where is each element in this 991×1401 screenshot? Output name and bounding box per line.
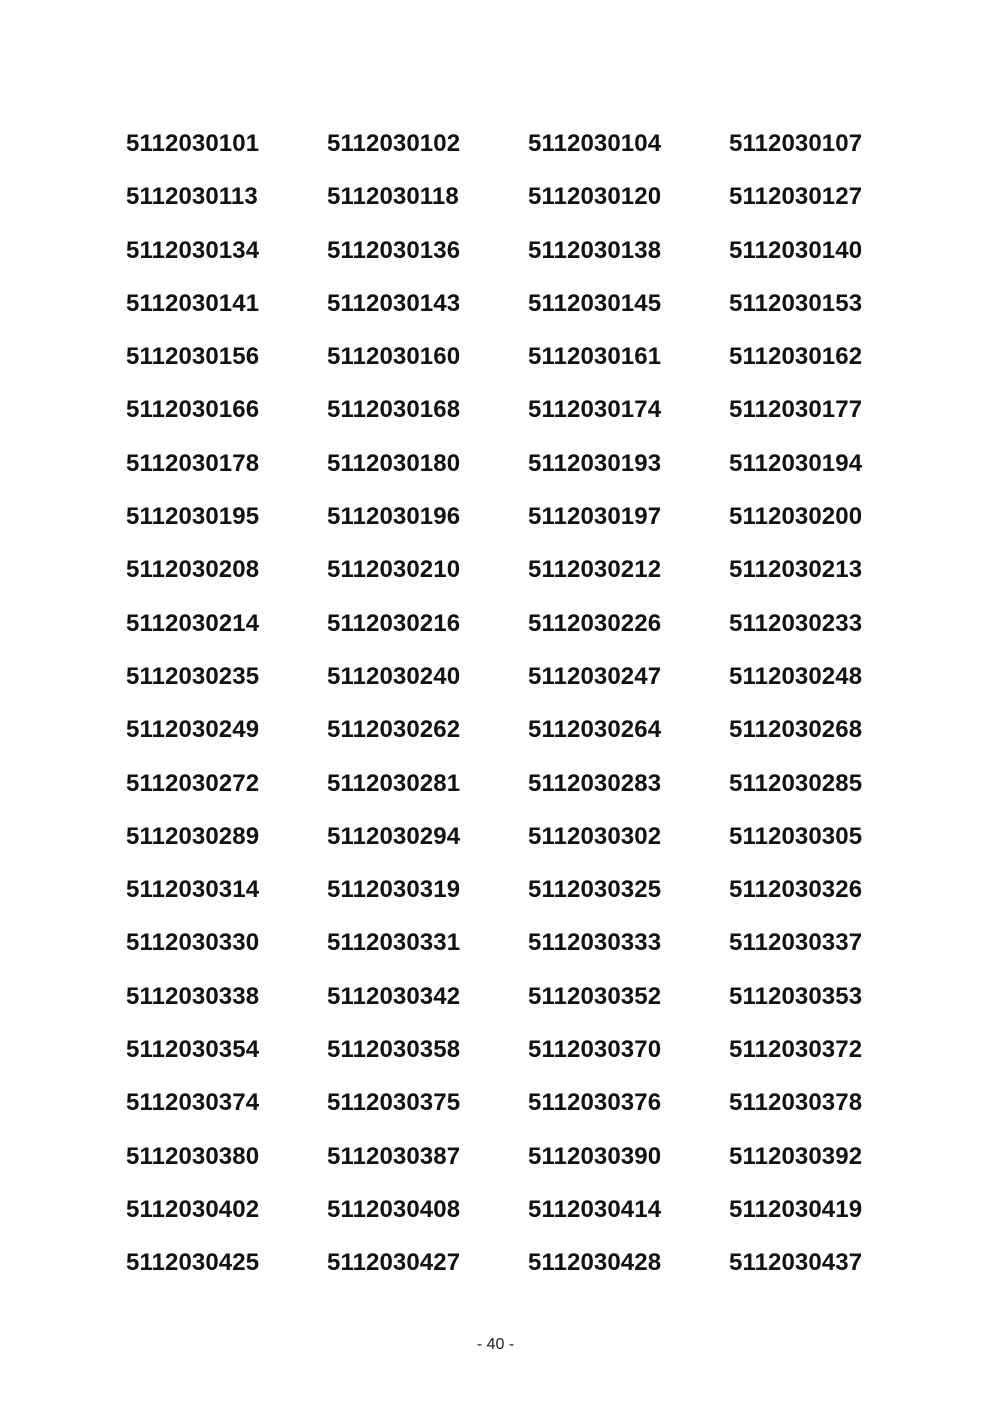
number-cell: 5112030226 — [528, 609, 662, 637]
number-cell: 5112030358 — [327, 1036, 461, 1064]
number-cell: 5112030387 — [327, 1142, 461, 1170]
number-cell: 5112030127 — [729, 183, 863, 211]
number-cell: 5112030414 — [528, 1195, 662, 1223]
number-cell: 5112030294 — [327, 822, 461, 850]
number-cell: 5112030216 — [327, 609, 461, 637]
number-cell: 5112030247 — [528, 662, 662, 690]
number-cell: 5112030264 — [528, 716, 662, 744]
number-cell: 5112030392 — [729, 1142, 863, 1170]
number-cell: 5112030194 — [729, 449, 863, 477]
number-cell: 5112030352 — [528, 982, 662, 1010]
number-cell: 5112030134 — [126, 236, 260, 264]
number-cell: 5112030427 — [327, 1249, 461, 1277]
number-cell: 5112030195 — [126, 503, 260, 531]
number-cell: 5112030331 — [327, 929, 461, 957]
number-cell: 5112030289 — [126, 822, 260, 850]
number-cell: 5112030272 — [126, 769, 260, 797]
number-cell: 5112030437 — [729, 1249, 863, 1277]
number-cell: 5112030118 — [327, 183, 459, 211]
number-cell: 5112030212 — [528, 556, 662, 584]
number-cell: 5112030153 — [729, 289, 863, 317]
number-cell: 5112030353 — [729, 982, 863, 1010]
number-cell: 5112030283 — [528, 769, 662, 797]
number-cell: 5112030101 — [126, 130, 260, 157]
number-cell: 5112030376 — [528, 1089, 662, 1117]
number-cell: 5112030302 — [528, 822, 662, 850]
number-cell: 5112030268 — [729, 716, 863, 744]
number-cell: 5112030107 — [729, 130, 863, 157]
number-cell: 5112030408 — [327, 1195, 461, 1223]
number-cell: 5112030330 — [126, 929, 260, 957]
number-cell: 5112030156 — [126, 343, 260, 371]
number-cell: 5112030196 — [327, 503, 461, 531]
page-number: - 40 - — [476, 1336, 515, 1353]
number-cell: 5112030233 — [729, 609, 863, 637]
number-cell: 5112030138 — [528, 236, 662, 264]
number-cell: 5112030200 — [729, 503, 863, 531]
number-cell: 5112030104 — [528, 130, 662, 157]
number-cell: 5112030120 — [528, 183, 662, 211]
number-cell: 5112030102 — [327, 130, 461, 157]
number-cell: 5112030214 — [126, 609, 260, 637]
number-cell: 5112030285 — [729, 769, 863, 797]
number-cell: 5112030333 — [528, 929, 662, 957]
number-cell: 5112030262 — [327, 716, 461, 744]
number-cell: 5112030375 — [327, 1089, 461, 1117]
number-cell: 5112030161 — [528, 343, 662, 371]
number-cell: 5112030374 — [126, 1089, 260, 1117]
number-cell: 5112030425 — [126, 1249, 260, 1277]
number-cell: 5112030235 — [126, 662, 260, 690]
number-grid — [126, 123, 886, 1296]
number-cell: 5112030319 — [327, 876, 461, 904]
number-cell: 5112030338 — [126, 982, 260, 1010]
number-cell: 5112030378 — [729, 1089, 863, 1117]
number-cell: 5112030162 — [729, 343, 863, 371]
number-cell: 5112030428 — [528, 1249, 662, 1277]
number-cell: 5112030208 — [126, 556, 260, 584]
number-cell: 5112030248 — [729, 662, 863, 690]
number-cell: 5112030180 — [327, 449, 461, 477]
number-cell: 5112030337 — [729, 929, 863, 957]
number-cell: 5112030178 — [126, 449, 260, 477]
number-cell: 5112030160 — [327, 343, 461, 371]
number-cell: 5112030193 — [528, 449, 662, 477]
number-cell: 5112030314 — [126, 876, 260, 904]
number-cell: 5112030402 — [126, 1195, 260, 1223]
number-cell: 5112030281 — [327, 769, 461, 797]
number-cell: 5112030326 — [729, 876, 863, 904]
number-cell: 5112030168 — [327, 396, 461, 424]
number-cell: 5112030249 — [126, 716, 260, 744]
number-cell: 5112030140 — [729, 236, 863, 264]
number-cell: 5112030305 — [729, 822, 863, 850]
number-cell: 5112030174 — [528, 396, 662, 424]
number-cell: 5112030325 — [528, 876, 662, 904]
number-cell: 5112030372 — [729, 1036, 863, 1064]
number-cell: 5112030145 — [528, 289, 662, 317]
number-cell: 5112030166 — [126, 396, 260, 424]
number-cell: 5112030354 — [126, 1036, 260, 1064]
number-cell: 5112030177 — [729, 396, 863, 424]
number-cell: 5112030136 — [327, 236, 461, 264]
number-cell: 5112030419 — [729, 1195, 863, 1223]
number-cell: 5112030210 — [327, 556, 461, 584]
number-cell: 5112030213 — [729, 556, 863, 584]
number-cell: 5112030113 — [126, 183, 258, 211]
number-cell: 5112030141 — [126, 289, 260, 317]
number-cell: 5112030197 — [528, 503, 662, 531]
number-cell: 5112030370 — [528, 1036, 662, 1064]
number-cell: 5112030342 — [327, 982, 461, 1010]
number-cell: 5112030240 — [327, 662, 461, 690]
number-cell: 5112030143 — [327, 289, 461, 317]
number-cell: 5112030380 — [126, 1142, 260, 1170]
number-cell: 5112030390 — [528, 1142, 662, 1170]
